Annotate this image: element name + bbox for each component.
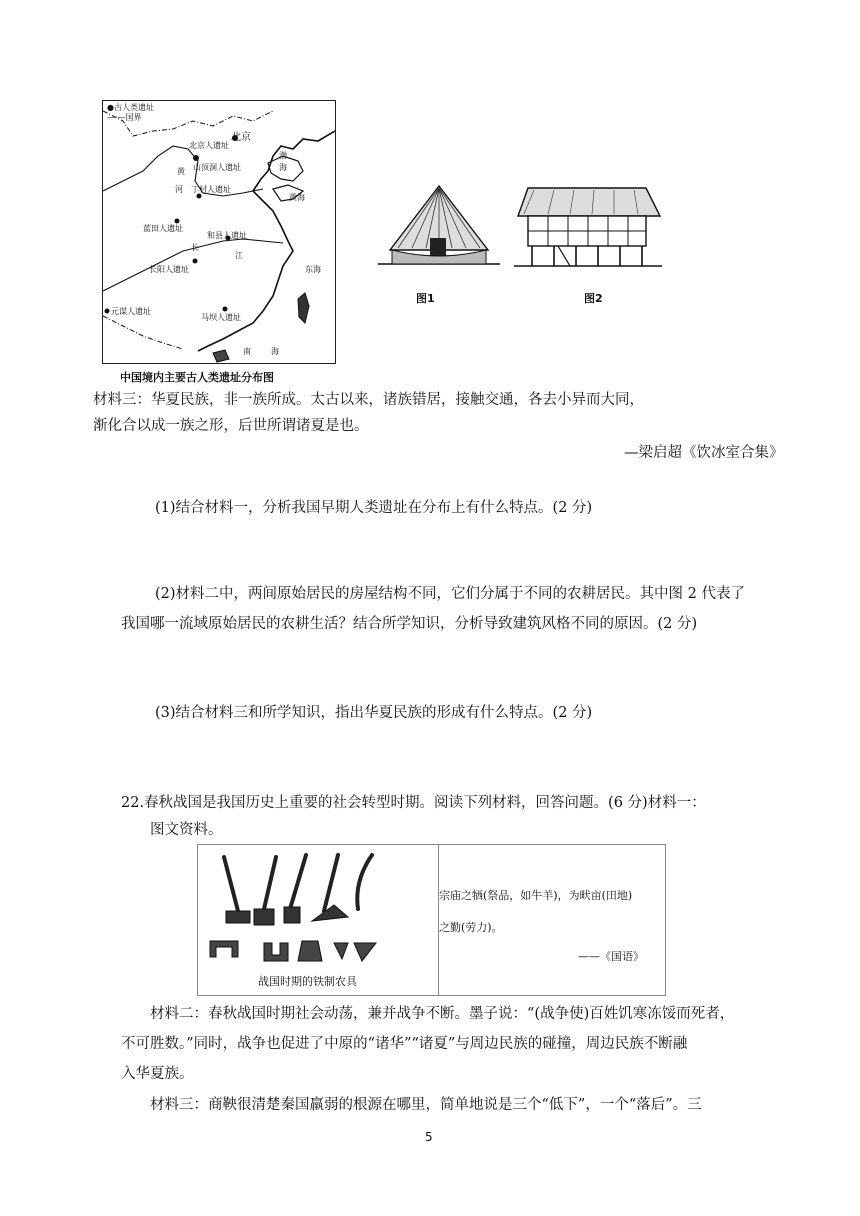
label-bohai-1: 渤 [279, 151, 287, 160]
label-maba: 马坝人遗址 [201, 313, 241, 322]
label-huang: 黄 [177, 167, 185, 176]
q22-line1: 22.春秋战国是我国历史上重要的社会转型时期。阅读下列材料，回答问题。(6 分)材料一： [121, 795, 706, 811]
label-yuanmou: 元谋人遗址 [111, 307, 151, 316]
material3-source: —梁启超《饮冰室合集》 [624, 445, 784, 461]
label-nanhai-2: 海 [271, 347, 279, 356]
label-jiang: 江 [235, 251, 243, 260]
label-nanhai-1: 南 [243, 347, 251, 356]
map-caption: 中国境内主要古人类遗址分布图 [120, 371, 274, 384]
page-number: 5 [425, 1130, 433, 1144]
material3-shang-yang: 材料三：商鞅很清楚秦国羸弱的根源在哪里，简单地说是三个“低下”，一个“落后”。三 [150, 1097, 702, 1113]
label-beijing-man: 北京人遗址 [189, 141, 229, 150]
table-left-caption: 战国时期的铁制农具 [258, 975, 357, 988]
label-changyang: 长阳人遗址 [149, 265, 189, 274]
label-beijing: 北京 [231, 132, 251, 143]
label-he: 河 [175, 185, 183, 194]
label-dingcun: 丁村人遗址 [191, 185, 231, 194]
legend-site: ●古人类遗址 [107, 103, 154, 112]
iron-tools-illustration [208, 851, 428, 969]
question-2-line1: (2)材料二中，两间原始居民的房屋结构不同，它们分属于不同的农耕居民。其中图 2 代表了 [155, 586, 745, 602]
material2-line1: 材料二：春秋战国时期社会动荡，兼并战争不断。墨子说：“(战争使)百姓饥寒冻馁而死者， [150, 1006, 735, 1022]
q22-line2: 图文资料。 [150, 822, 223, 838]
table-divider [438, 845, 439, 995]
figure-2-stilt-house [514, 182, 662, 274]
question-3: (3)结合材料三和所学知识，指出华夏民族的形成有什么特点。(2 分) [155, 705, 593, 721]
label-chang: 长 [191, 243, 199, 252]
table-right-line1: 宗庙之牺(祭品，如牛羊)，为畎亩(田地) [439, 889, 633, 902]
material3-line1: 材料三：华夏民族，非一族所成。太古以来，诸族错居，接触交通，各去小异而大同， [93, 392, 644, 408]
legend-border: —·—国界 [107, 113, 142, 122]
figure-1-caption: 图1 [416, 292, 435, 305]
material2-line2: 不可胜数。”同时，战争也促进了中原的“诸华”“诸夏”与周边民族的碰撞，周边民族不断融 [121, 1036, 688, 1052]
figure-1-thatched-hut [378, 182, 500, 274]
site-distribution-map [102, 100, 336, 364]
label-bohai-2: 海 [279, 163, 287, 172]
table-right-source: ——《国语》 [578, 950, 644, 963]
label-huanghai: 黄海 [289, 193, 305, 202]
label-donghai: 东海 [305, 265, 321, 274]
material1-table [197, 844, 666, 996]
figure-2-caption: 图2 [584, 292, 603, 305]
label-lantian: 蓝田人遗址 [143, 224, 183, 233]
question-1: (1)结合材料一，分析我国早期人类遗址在分布上有什么特点。(2 分) [155, 500, 593, 516]
table-right-line2: 之勤(劳力)。 [439, 921, 503, 934]
material3-line2: 渐化合以成一族之形，后世所谓诸夏是也。 [93, 418, 369, 434]
label-shandingdong: 山顶洞人遗址 [193, 163, 241, 172]
material2-line3: 入华夏族。 [121, 1066, 194, 1082]
question-2-line2: 我国哪一流域原始居民的农耕生活？结合所学知识，分析导致建筑风格不同的原因。(2 分) [121, 616, 698, 632]
label-hexian: 和县人遗址 [207, 231, 247, 240]
